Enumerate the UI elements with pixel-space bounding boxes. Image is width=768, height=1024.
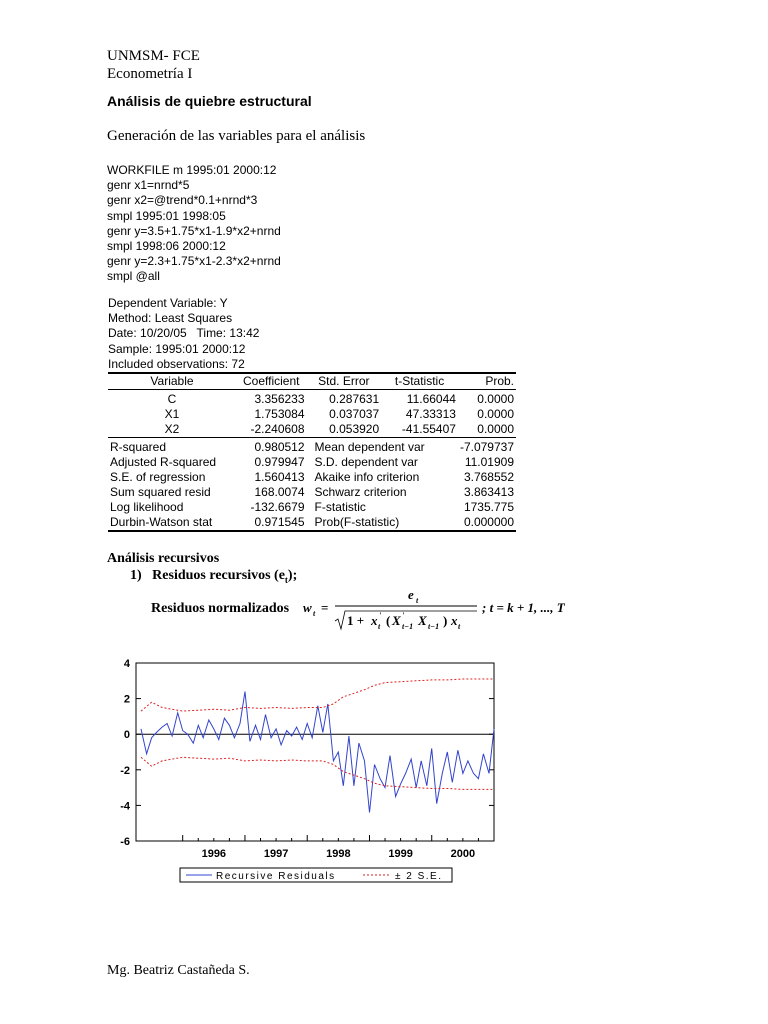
svg-text:t: t xyxy=(378,622,381,631)
std-error-value: 0.053920 xyxy=(329,422,380,437)
regression-meta xyxy=(108,296,516,372)
svg-text:': ' xyxy=(402,611,405,620)
meta-line: Dependent Variable: Y xyxy=(108,296,228,310)
recursive-heading: Análisis recursivos xyxy=(107,551,220,566)
normalized-residual-formula xyxy=(301,585,591,635)
stat-label: Akaike info criterion xyxy=(314,470,420,485)
stat-label: Schwarz criterion xyxy=(314,485,407,500)
stat-value: 0.971545 xyxy=(254,515,305,530)
stat-label: Adjusted R-squared xyxy=(110,455,217,470)
x-tick-label: 1998 xyxy=(326,848,351,860)
code-line: WORKFILE m 1995:01 2000:12 xyxy=(107,163,277,177)
std-error-value: 0.037037 xyxy=(329,407,380,422)
coefficient-value: 3.356233 xyxy=(254,392,305,407)
item-close: ); xyxy=(287,568,298,583)
section-subtitle: Generación de las variables para el análisis xyxy=(107,128,366,144)
svg-text:t−1: t−1 xyxy=(428,622,440,631)
code-line: genr y=2.3+1.75*x1-2.3*x2+nrnd xyxy=(107,254,281,269)
stat-value: -132.6679 xyxy=(250,500,305,515)
svg-text:t: t xyxy=(313,609,316,618)
svg-text:=: = xyxy=(321,600,329,615)
institution-label: UNMSM- FCE xyxy=(107,48,200,64)
item-subscript: t xyxy=(284,574,288,585)
recursive-item-1 xyxy=(130,568,297,585)
x-tick-label: 2000 xyxy=(450,848,476,860)
svg-text:w: w xyxy=(303,600,312,615)
stats-row xyxy=(108,455,516,470)
svg-text:t: t xyxy=(416,596,419,605)
stat-label: Log likelihood xyxy=(110,500,184,515)
col-header: Std. Error xyxy=(318,374,370,389)
document-header xyxy=(107,47,200,83)
coefficient-value: -2.240608 xyxy=(250,422,305,437)
author-footer: Mg. Beatriz Castañeda S. xyxy=(107,963,250,978)
plot-frame xyxy=(136,663,494,841)
x-tick-label: 1996 xyxy=(201,848,227,860)
prob-value: 0.0000 xyxy=(477,422,514,437)
stat-value: 1.560413 xyxy=(254,470,305,485)
coefficient-value: 1.753084 xyxy=(254,407,305,422)
coefficient-table xyxy=(108,372,516,532)
t-stat-value: -41.55407 xyxy=(401,422,456,437)
document-title: Análisis de quiebre estructural xyxy=(107,93,312,109)
meta-line: Included observations: 72 xyxy=(108,356,245,371)
normalized-label: Residuos normalizados xyxy=(151,601,290,616)
y-tick-label: 2 xyxy=(123,693,130,706)
stat-value: 168.0074 xyxy=(254,485,305,500)
variable-name: X1 xyxy=(164,407,180,422)
code-line: genr y=3.5+1.75*x1-1.9*x2+nrnd xyxy=(107,223,281,238)
stat-value: 1735.775 xyxy=(463,500,514,515)
svg-text:1 +: 1 + xyxy=(347,613,365,628)
stat-value: 11.01909 xyxy=(464,455,514,470)
svg-text:X: X xyxy=(392,613,401,628)
regression-output xyxy=(108,296,516,532)
stat-label: S.E. of regression xyxy=(110,470,206,485)
table-header-row xyxy=(108,373,516,390)
svg-text:(: ( xyxy=(386,613,391,628)
stat-label: Durbin-Watson stat xyxy=(110,515,213,530)
legend-label-residuals: Recursive Residuals xyxy=(216,871,336,882)
stats-row xyxy=(108,515,516,531)
stat-label: Prob(F-statistic) xyxy=(314,515,400,530)
svg-text:x: x xyxy=(371,613,378,628)
y-tick-label: -4 xyxy=(120,800,130,813)
t-stat-value: 47.33313 xyxy=(405,407,456,422)
stat-label: Sum squared resid xyxy=(110,485,211,500)
stat-value: -7.079737 xyxy=(459,440,514,455)
svg-text:x: x xyxy=(451,613,458,628)
stat-value: 3.863413 xyxy=(463,485,514,500)
svg-text:t: t xyxy=(458,622,461,631)
x-tick-label: 1997 xyxy=(263,848,289,860)
svg-text:): ) xyxy=(443,613,448,628)
stats-row xyxy=(108,500,516,515)
eviews-code-block xyxy=(107,163,281,285)
stats-row xyxy=(108,440,516,455)
std-error-value: 0.287631 xyxy=(329,392,380,407)
prob-value: 0.0000 xyxy=(477,407,514,422)
col-header: Prob. xyxy=(485,374,514,389)
svg-text:X: X xyxy=(418,613,427,628)
stat-label: Mean dependent var xyxy=(314,440,425,455)
meta-line: Date: 10/20/05 Time: 13:42 xyxy=(108,326,260,341)
code-line: smpl @all xyxy=(107,269,160,284)
item-number: 1) xyxy=(130,568,142,583)
legend-label-bands: ± 2 S.E. xyxy=(395,871,443,882)
col-header: t-Statistic xyxy=(394,374,445,389)
svg-text:': ' xyxy=(379,611,382,620)
table-row xyxy=(108,392,516,407)
variable-name: X2 xyxy=(164,422,180,437)
code-line: genr x2=@trend*0.1+nrnd*3 xyxy=(107,193,258,208)
stat-value: 3.768552 xyxy=(463,470,514,485)
col-header: Coefficient xyxy=(243,374,300,389)
stat-value: 0.979947 xyxy=(254,455,305,470)
stat-label: R-squared xyxy=(110,440,167,455)
meta-line: Sample: 1995:01 2000:12 xyxy=(108,341,246,356)
code-line: smpl 1995:01 1998:05 xyxy=(107,208,226,223)
col-header: Variable xyxy=(150,374,194,389)
stat-value: 0.000000 xyxy=(463,515,514,530)
recursive-residuals-chart xyxy=(108,655,508,885)
course-label: Econometría I xyxy=(107,66,193,82)
y-tick-label: 4 xyxy=(123,658,130,670)
svg-text:t−1: t−1 xyxy=(402,622,414,631)
chart-legend xyxy=(180,868,452,882)
y-tick-label: -6 xyxy=(120,836,130,848)
x-tick-label: 1999 xyxy=(388,848,413,860)
prob-value: 0.0000 xyxy=(477,392,514,407)
stat-value: 0.980512 xyxy=(254,440,305,455)
y-tick-label: 0 xyxy=(123,729,130,742)
meta-line: Method: Least Squares xyxy=(108,311,233,326)
table-row xyxy=(108,407,516,422)
stat-label: F-statistic xyxy=(314,500,366,515)
variable-name: C xyxy=(167,392,177,407)
code-line: smpl 1998:06 2000:12 xyxy=(107,239,226,254)
stat-label: S.D. dependent var xyxy=(314,455,418,470)
svg-text:e: e xyxy=(408,587,414,602)
item-text: Residuos recursivos (e xyxy=(152,568,285,583)
stats-row xyxy=(108,470,516,485)
code-line: genr x1=nrnd*5 xyxy=(107,178,190,193)
table-row xyxy=(108,422,516,438)
y-tick-label: -2 xyxy=(120,764,130,777)
t-stat-value: 11.66044 xyxy=(406,392,456,407)
formula-range: ; t = k + 1, ..., T xyxy=(482,600,565,615)
stats-row xyxy=(108,485,516,500)
